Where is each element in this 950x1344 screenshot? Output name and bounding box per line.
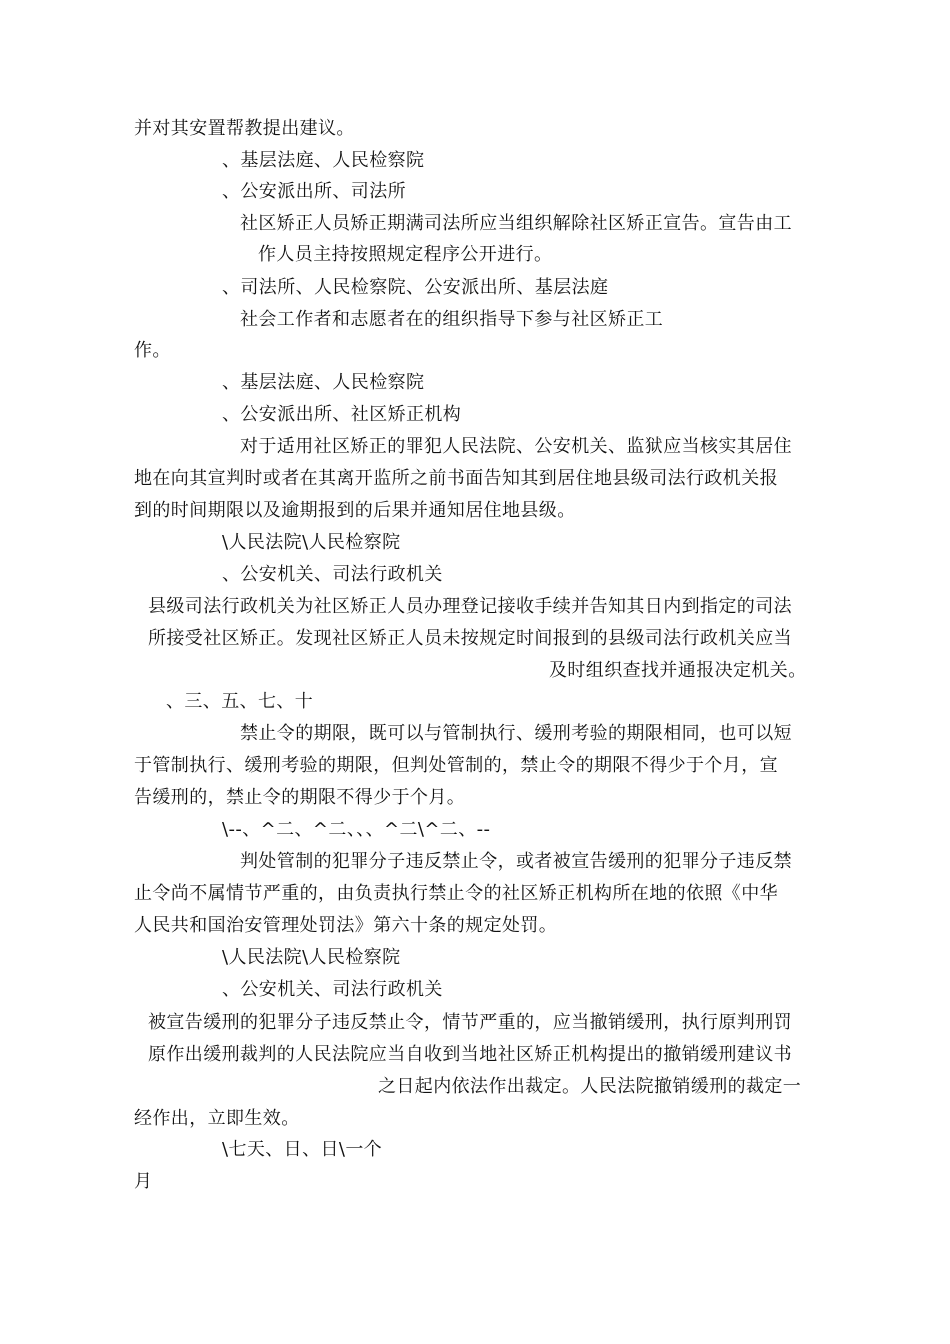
text-line: 、公安派出所、司法所 bbox=[222, 181, 406, 202]
text-line: 并对其安置帮教提出建议。 bbox=[134, 118, 355, 139]
text-line: 、基层法庭、人民检察院 bbox=[222, 372, 425, 393]
text-line: 县级司法行政机关为社区矫正人员办理登记接收手续并告知其日内到指定的司法 bbox=[148, 596, 792, 617]
text-line: 社区矫正人员矫正期满司法所应当组织解除社区矫正宣告。宣告由工 bbox=[240, 213, 792, 234]
text-line: 所接受社区矫正。发现社区矫正人员未按规定时间报到的县级司法行政机关应当 bbox=[148, 628, 792, 649]
text-line: \人民法院\人民检察院 bbox=[222, 532, 401, 553]
text-line: \七天、日、日\一个 bbox=[222, 1139, 383, 1160]
text-line: 之日起内依法作出裁定。人民法院撤销缓刑的裁定一 bbox=[378, 1076, 802, 1097]
text-line: \--、^二、^二、、、^二\^二、-- bbox=[222, 819, 491, 840]
text-line: 地在向其宣判时或者在其离开监所之前书面告知其到居住地县级司法行政机关报 bbox=[134, 468, 778, 489]
text-line: 社会工作者和志愿者在的组织指导下参与社区矫正工 bbox=[240, 309, 664, 330]
text-line: 作人员主持按照规定程序公开进行。 bbox=[258, 244, 553, 265]
text-line: 、三、五、七、十 bbox=[166, 691, 314, 712]
text-line: 止令尚不属情节严重的，由负责执行禁止令的社区矫正机构所在地的依照《中华 bbox=[134, 883, 778, 904]
text-line: 原作出缓刑裁判的人民法院应当自收到当地社区矫正机构提出的撤销缓刑建议书 bbox=[148, 1044, 792, 1065]
text-line: 、公安机关、司法行政机关 bbox=[222, 564, 443, 585]
text-line: 、公安派出所、社区矫正机构 bbox=[222, 404, 462, 425]
text-line: 及时组织查找并通报决定机关。 bbox=[549, 660, 807, 681]
text-line: 、基层法庭、人民检察院 bbox=[222, 150, 425, 171]
text-line: 、公安机关、司法行政机关 bbox=[222, 979, 443, 1000]
text-line: 判处管制的犯罪分子违反禁止令，或者被宣告缓刑的犯罪分子违反禁 bbox=[240, 851, 792, 872]
text-line: 对于适用社区矫正的罪犯人民法院、公安机关、监狱应当核实其居住 bbox=[240, 436, 792, 457]
text-line: 告缓刑的，禁止令的期限不得少于个月。 bbox=[134, 787, 466, 808]
text-line: 、司法所、人民检察院、公安派出所、基层法庭 bbox=[222, 277, 609, 298]
text-line: 经作出，立即生效。 bbox=[134, 1108, 300, 1129]
text-line: 被宣告缓刑的犯罪分子违反禁止令，情节严重的，应当撤销缓刑，执行原判刑罚 bbox=[148, 1012, 792, 1033]
text-line: 作。 bbox=[134, 340, 171, 361]
text-line: 禁止令的期限，既可以与管制执行、缓刑考验的期限相同，也可以短 bbox=[240, 723, 792, 744]
text-line: \人民法院\人民检察院 bbox=[222, 947, 401, 968]
text-line: 人民共和国治安管理处罚法》第六十条的规定处罚。 bbox=[134, 915, 558, 936]
text-line: 月 bbox=[134, 1171, 153, 1192]
text-line: 到的时间期限以及逾期报到的后果并通知居住地县级。 bbox=[134, 500, 576, 521]
text-line: 于管制执行、缓刑考验的期限，但判处管制的，禁止令的期限不得少于个月，宣 bbox=[134, 755, 778, 776]
